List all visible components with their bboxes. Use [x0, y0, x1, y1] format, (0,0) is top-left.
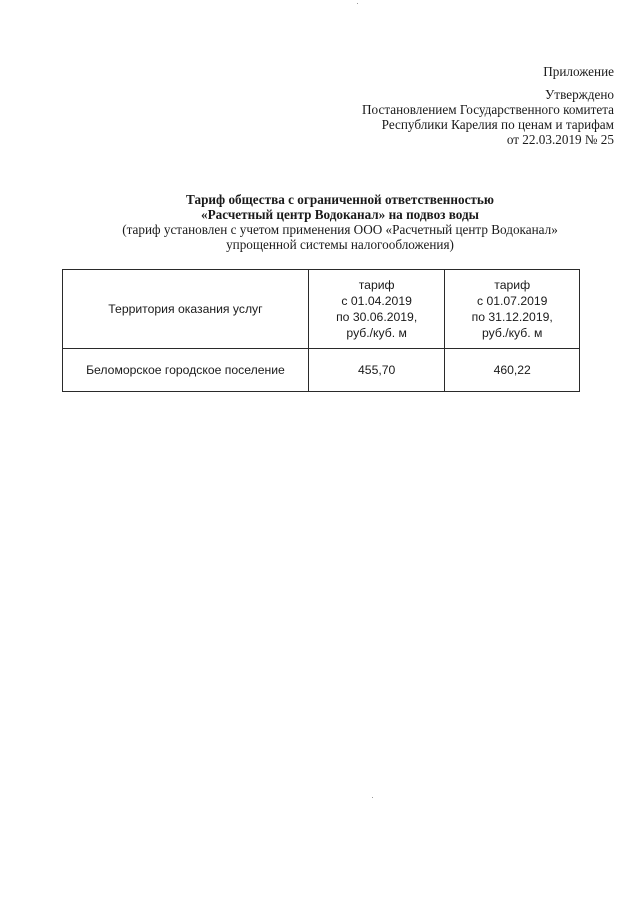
header-tariff-2-line: с 01.07.2019 — [476, 294, 548, 308]
resolution-date: от 22.03.2019 № 25 — [506, 132, 614, 147]
approved-label: Утверждено — [544, 87, 614, 102]
approval-header — [362, 64, 614, 147]
cell-tariff-1: 455,70 — [308, 349, 445, 392]
table-header-row — [63, 270, 580, 349]
document-title — [60, 192, 620, 252]
title-line-3: (тариф установлен с учетом применения ООО «Расчетный центр Водоканал» — [122, 222, 558, 237]
title-line-2: «Расчетный центр Водоканал» на подвоз воды — [201, 207, 479, 222]
header-territory: Территория оказания услуг — [63, 270, 309, 349]
resolution-line-1: Постановлением Государственного комитета — [362, 102, 614, 117]
cell-territory: Беломорское городское поселение — [63, 349, 309, 392]
header-tariff-2-line: по 31.12.2019, — [471, 310, 553, 324]
header-tariff-1-line: с 01.04.2019 — [341, 294, 412, 308]
header-tariff-1-line: тариф — [358, 278, 395, 292]
title-line-4: упрощенной системы налогообложения) — [226, 237, 454, 252]
title-line-1: Тариф общества с ограниченной ответственностью — [186, 192, 494, 207]
header-tariff-2-line: тариф — [494, 278, 531, 292]
table-row — [63, 349, 580, 392]
appendix-label: Приложение — [543, 64, 614, 79]
header-tariff-1 — [308, 270, 445, 349]
resolution-line-2: Республики Карелия по ценам и тарифам — [381, 117, 614, 132]
cell-tariff-2: 460,22 — [445, 349, 580, 392]
scan-speck — [357, 3, 358, 4]
header-tariff-1-line: руб./куб. м — [346, 326, 407, 340]
header-tariff-1-line: по 30.06.2019, — [336, 310, 418, 324]
header-tariff-2-line: руб./куб. м — [481, 326, 543, 340]
header-tariff-2 — [445, 270, 580, 349]
tariff-table — [62, 269, 580, 392]
scan-speck — [372, 797, 373, 798]
